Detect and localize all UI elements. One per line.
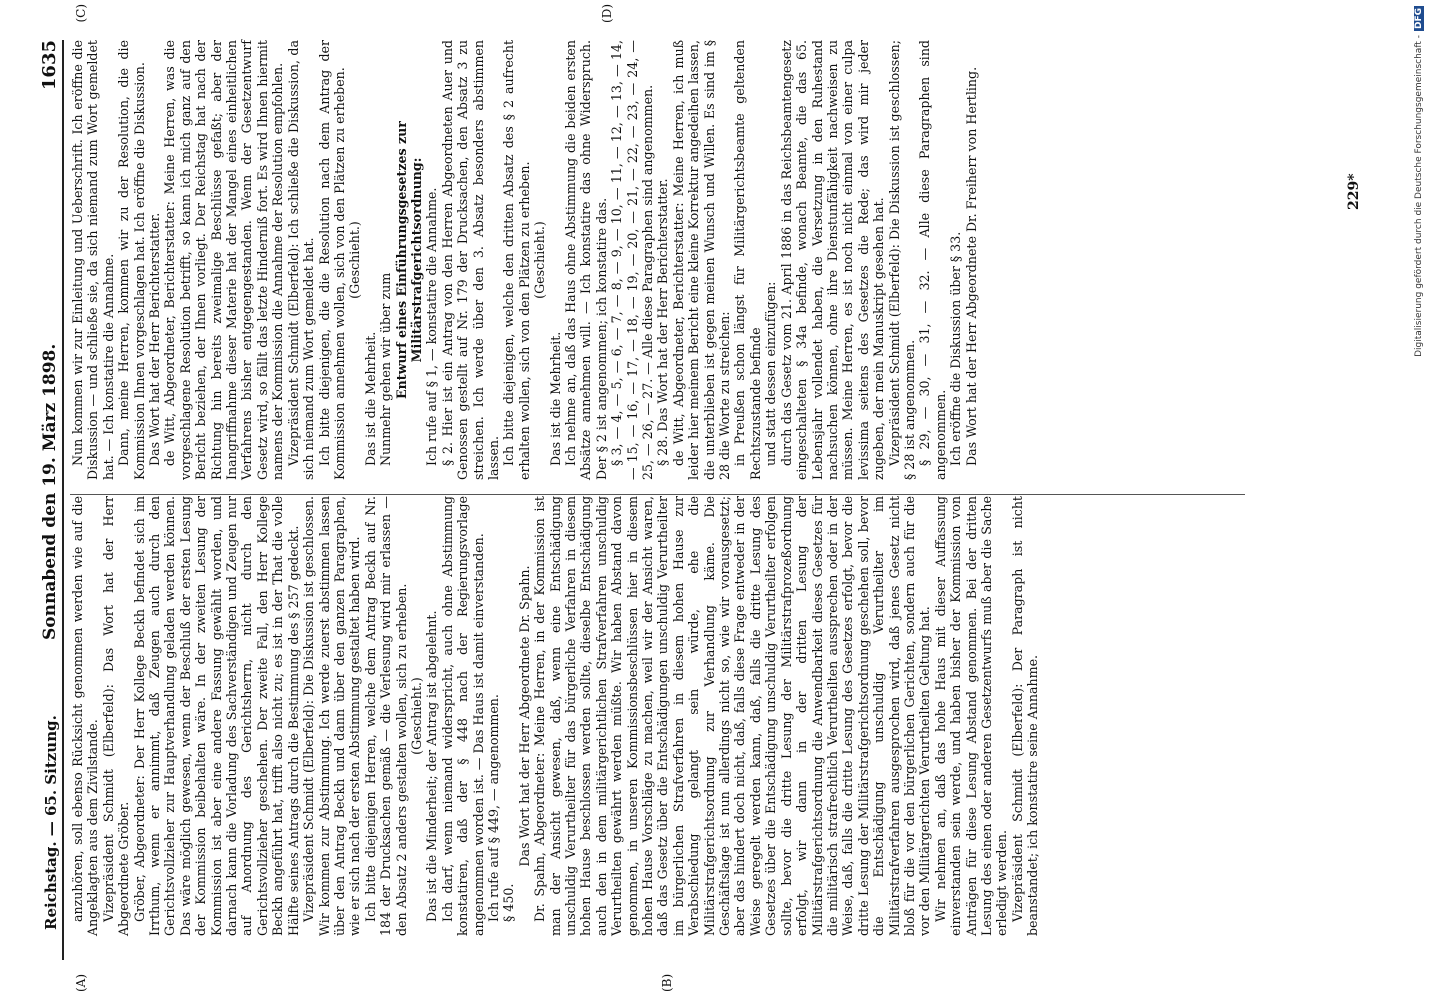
paragraph: Das ist die Minderheit; der Antrag ist abgelehnt. — [424, 610, 440, 922]
paragraph: Das Wort hat der Herr Berichterstatter. — [147, 212, 163, 466]
paragraph: Vizepräsident Schmidt (Elberfeld): Die Diskussion ist geschlossen. Wir kommen zur Abstimmung. Ich werde zuerst abstimmen lassen über den Antrag Beckh und dann über den ganzen Paragraphen, wie er sich nach der ersten Abstimmung gestaltet haben wird. — [301, 496, 363, 936]
page-header — [38, 40, 60, 960]
header-rule — [62, 40, 64, 960]
header-left: Reichstag. — 65. Sitzung. — [42, 715, 60, 930]
paragraph: Dann, meine Herren, kommen wir zu der Resolution, die die Kommission Ihnen vorgeschlagen hat. Ich eröffne die Diskussion. — [116, 40, 147, 480]
paragraph: Ich darf, wenn niemand widerspricht, auch ohne Abstimmung konstatiren, daß der § 448 nach der Regierungsvorlage angenommen worden ist. — Das Haus ist damit einverstanden. — [439, 496, 486, 936]
quoted-text: durch das Gesetz vom 21. April 1886 in das Reichsbeamtengesetz eingeschalteten § 34a befinde, wonach Beamte, die das 65. Lebensjahr vollendet haben, die Versetzung in den Ruhestand nachsuchen können, ohne ihre Dienstunfähigkeit nachweisen zu müssen. Meine Herren, es ist noch nicht einmal von einer culpa levissima seitens des Gesetzes die Rede; das wird mir jeder zugeben, der mein Manuskript gesehen hat. — [778, 40, 887, 480]
paragraph: anzuhören, soll ebenso Rücksicht genommen werden wie auf die Angeklagten aus dem Zivilstande. — [70, 496, 101, 936]
paragraph: Wir nehmen an, daß das hohe Haus mit dieser Auffassung einverstanden sein werde, und haben bisher der Kommission von Anträgen für diese Lesung Abstand genommen. Bei der dritten Lesung des einen oder anderen Gesetzentwurfs muß aber die Sache erledigt werden. — [932, 496, 1010, 936]
dfg-logo: DFG — [1414, 8, 1424, 30]
paragraph: Das ist die Mehrheit. — [547, 331, 563, 466]
paragraph: Ich bitte diejenigen Herren, welche dem Antrag Beckh auf Nr. 184 der Drucksachen gemäß — die Verlesung wird mir erlassen — den Absatz 2 anders gestalten wollen, sich zu erheben. — [362, 496, 409, 936]
paragraph: de Witt, Abgeordneter, Berichterstatter: Meine Herren, ich muß leider hier meinem Bericht eine kleine Korrektur angedeihen lassen, die unterblieben ist gegen meinen Wunsch und Willen. Es sind im § 28 die Worte zu streichen: — [670, 40, 733, 480]
margin-marker-a: (A) — [74, 973, 88, 992]
page-number: 1635 — [39, 40, 60, 91]
paragraph: Das Wort hat der Herr Abgeordnete Dr. Spahn. — [516, 565, 532, 867]
signature-mark: 229* — [1346, 173, 1362, 210]
paragraph: Vizepräsident Schmidt (Elberfeld): Das Wort hat der Herr Abgeordnete Gröber. — [100, 496, 132, 936]
paragraph: § 3, — 4, — 5, — 6, — 7, — 8, — 9, — 10, — 11, — 12, — 13, — 14, — 15, — 16, — 17, — 18, — 19, — 20, — 21, — 22, — 23, — 24, — 25, — 26, — 27. — Alle diese Paragraphen sind angenommen. — [609, 40, 656, 480]
header-date: Sonnabend den 19. März 1898. — [40, 343, 60, 640]
paragraph: § 2. Hier ist ein Antrag von den Herren Abgeordneten Auer und Genossen gestellt auf Nr. 179 der Drucksachen, den Absatz 3 zu streichen. Ich werde über den 3. Absatz besonders abstimmen lassen. — [439, 40, 501, 480]
margin-marker-c: (C) — [74, 4, 88, 23]
paragraph: Dr. Spahn, Abgeordneter: Meine Herren, in der Kommission ist man der Ansicht gewesen, daß, wenn eine Entschädigung unschuldig Verurtheilter für das bürgerliche Verfahren in diesem hohen Hause beschlossen werden sollte, dieselbe Entschädigung auch den in dem militärgerichtlichen Strafverfahren unschuldig Verurtheilten gewährt werden müßte. Wir haben Abstand davon genommen, in unseren Kommissionsbeschlüssen hier in diesem hohen Hause Vorschläge zu machen, weil wir der Ansicht waren, daß das Gesetz über die Entschädigungen unschuldig Verurtheilter im bürgerlichen Strafverfahren in diesem hohen Hause zur Verabschiedung gelangt sein würde, ehe die Militärstrafgerichtsordnung zur Verhandlung käme. Die Geschäftslage ist nun allerdings nicht so, wie wir vorausgesetzt; aber das hindert doch nicht, daß, falls diese Frage entweder in der Weise geregelt werden kann, daß, falls die dritte Lesung des Gesetzes über die Entschädigung unschuldig Verurtheilter erfolgen sollte, bevor die dritte Lesung der Militärstrafprozeßordnung erfolgt, wir dann in der dritten Lesung der Militärstrafgerichtsordnung die Anwendbarkeit dieses Gesetzes für die militärisch strafrechtlich Verurtheilten aussprechen oder in der Weise, daß, falls die dritte Lesung des Gesetzes erfolgt, bevor die dritte Lesung der Militärstrafgerichtsordnung geschehen soll, bevor die Entschädigung unschuldig Verurtheilter im Militärstrafverfahren ausgesprochen wird, daß jenes Gesetz nicht bloß für die vor den bürgerlichen Gerichten, sondern auch für die vor den Militärgerichten Verurtheilten Geltung hat. — [532, 496, 933, 936]
paragraph: und statt dessen einzufügen: — [763, 281, 779, 466]
section-heading: Entwurf eines Einführungsgesetzes zur Militärstrafgerichtsordnung: — [393, 121, 424, 399]
stage-direction: (Geschieht.) — [532, 221, 548, 299]
paragraph: Vizepräsident Schmidt (Elberfeld): Der Paragraph ist nicht beanstandet; ich konstatire seine Annahme. — [1009, 496, 1041, 936]
paragraph: Nunmehr gehen wir über zum — [378, 272, 394, 466]
right-column — [70, 40, 979, 480]
paragraph: Gröber, Abgeordneter: Der Herr Kollege Beckh befindet sich im Irrthum, wenn er annimmt, daß Zeugen auch durch den Gerichtsvollzieher zur Hauptverhandlung geladen werden können. Das wäre möglich gewesen, wenn der Beschluß der ersten Lesung der Kommission beibehalten wäre. In der zweiten Lesung der Kommission ist aber eine andere Fassung gewählt worden, und darnach kann die Vorladung des Sachverständigen und Zeugen nur auf Anordnung des Gerichtsherrn, nicht durch den Gerichtsvollzieher geschehen. Der zweite Fall, den Herr Kollege Beckh angeführt hat, trifft also nicht zu; es ist in der That die volle Hälfte seines Antrags durch die Bestimmung des § 257 gedeckt. — [131, 496, 301, 936]
paragraph: Ich eröffne die Diskussion über § 33. — [948, 231, 964, 466]
stage-direction: (Geschieht.) — [408, 677, 424, 755]
paragraph: Ich rufe auf § 1, — konstatire die Annahme. — [424, 187, 440, 466]
margin-marker-d: (D) — [600, 4, 614, 23]
paragraph: de Witt, Abgeordneter, Berichterstatter: Meine Herren, was die vorgeschlagene Resolution betrifft, so kann ich mich ganz auf den Bericht beziehen, der Ihnen vorliegt. Der Reichstag hat nach der Richtung hin bereits zweimalige Beschlüsse gefaßt; aber der Inangriffnahme dieser Materie hat der Mangel eines einheitlichen Verfahrens bisher entgegengestanden. Wenn der Gesetzentwurf Gesetz wird, so fällt das letzte Hinderniß fort. Es wird Ihnen hiermit namens der Kommission die Annahme der Resolution empfohlen. — [162, 40, 286, 480]
left-column — [70, 496, 1041, 936]
quoted-text: in Preußen schon längst für Militärgerichtsbeamte geltenden Rechtszustande befinde — [732, 40, 763, 480]
paragraph: Vizepräsident Schmidt (Elberfeld): Ich schließe die Diskussion, da sich niemand zum Wort gemeldet hat. — [285, 40, 317, 480]
paragraph: § 29, — 30, — 31, — 32. — Alle diese Paragraphen sind angenommen. — [917, 40, 948, 480]
margin-marker-b: (B) — [660, 973, 674, 992]
paragraph: Ich bitte diejenigen, welche den dritten Absatz des § 2 aufrecht erhalten wollen, sich von den Plätzen zu erheben. — [501, 40, 532, 480]
digitization-credit — [1414, 6, 1428, 996]
credit-text: Digitalisierung gefördert durch die Deutsche Forschungsgemeinschaft - — [1414, 35, 1424, 357]
paragraph: Ich nehme an, daß das Haus ohne Abstimmung die beiden ersten Absätze annehmen will. — Ich konstatire das ohne Widerspruch. Der § 2 ist angenommen; ich konstatire das. — [563, 40, 609, 480]
column-divider — [70, 494, 1245, 495]
paragraph: Ich rufe auf § 449, — angenommen. — [485, 694, 501, 922]
credit-line — [1414, 6, 1424, 996]
paragraph: Ich bitte diejenigen, die die Resolution nach dem Antrag der Kommission annehmen wollen, sich von den Plätzen zu erheben. — [316, 40, 347, 480]
paragraph: Nun kommen wir zur Einleitung und Ueberschrift. Ich eröffne die Diskussion — und schließe sie, da sich niemand zum Wort gemeldet hat. — Ich konstatire die Annahme. — [70, 40, 116, 480]
paragraph: § 450. — [501, 883, 517, 922]
stage-direction: (Geschieht.) — [347, 221, 363, 299]
paragraph: Das Wort hat der Herr Abgeordnete Dr. Freiherr von Hertling. — [963, 66, 979, 466]
paragraph: Vizepräsident Schmidt (Elberfeld): Die Diskussion ist geschlossen; § 28 ist angenommen. — [886, 40, 917, 480]
paragraph: Das ist die Mehrheit. — [362, 331, 378, 466]
paragraph: § 28. Das Wort hat der Herr Berichterstatter. — [655, 178, 671, 466]
